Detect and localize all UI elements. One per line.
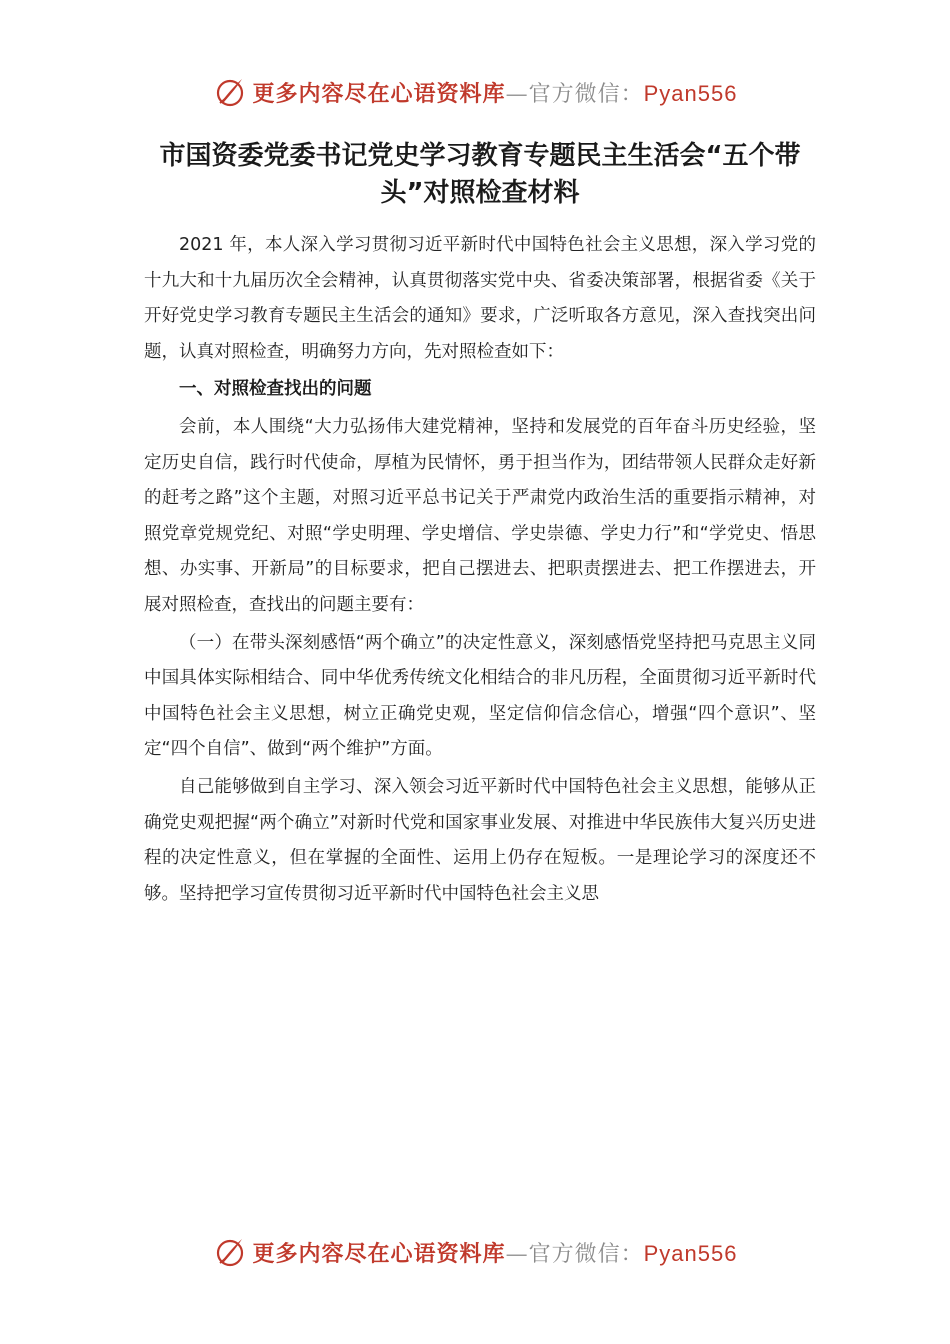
watermark-handle: Pyan556 xyxy=(643,1240,738,1266)
watermark-label: 官方微信： xyxy=(528,1241,644,1267)
watermark-lead: 更多内容尽在心语资料库 xyxy=(252,1240,506,1267)
document-body xyxy=(144,138,816,912)
watermark-text xyxy=(253,77,738,108)
section-1-paragraph: 会前，本人围绕“大力弘扬伟大建党精神，坚持和发展党的百年奋斗历史经验，坚定历史自信，践行时代使命，厚植为民情怀，勇于担当作为，团结带领人民群众走好新的赶考之路”这个主题，对照习近平总书记关于严肃党内政治生活的重要指示精神，对照党章党规党纪、对照“学史明理、学史增信、学史崇德、学史力行”和“学党史、悟思想、办实事、开新局”的目标要求，把自己摆进去、把职责摆进去、把工作摆进去，开展对照检查，查找出的问题主要有： xyxy=(144,416,816,615)
quill-pen-circle-icon xyxy=(213,75,247,109)
bottom-watermark-banner xyxy=(0,1232,950,1272)
subsection-1-body: 自己能够做到自主学习、深入领会习近平新时代中国特色社会主义思想，能够从正确党史观把握“两个确立”对新时代党和国家事业发展、对推进中华民族伟大复兴历史进程的决定性意义，但在掌握的全面性、运用上仍存在短板。一是理论学习的深度还不够。坚持把学习宣传贯彻习近平新时代中国特色社会主义思 xyxy=(144,776,816,904)
document-title: 市国资委党委书记党史学习教育专题民主生活会“五个带头”对照检查材料 xyxy=(159,141,801,208)
watermark-label: 官方微信： xyxy=(528,81,644,107)
watermark-dash: — xyxy=(505,81,529,107)
quill-pen-circle-icon xyxy=(213,1235,247,1269)
section-heading-1: 一、对照检查找出的问题 xyxy=(179,379,372,400)
top-watermark-banner xyxy=(0,72,950,112)
intro-paragraph: 2021 年，本人深入学习贯彻习近平新时代中国特色社会主义思想，深入学习党的十九大和十九届历次全会精神，认真贯彻落实党中央、省委决策部署，根据省委《关于开好党史学习教育专题民主生活会的通知》要求，广泛听取各方意见，深入查找突出问题，认真对照检查，明确努力方向，先对照检查如下： xyxy=(144,235,816,362)
watermark-text xyxy=(253,1237,738,1268)
watermark-lead: 更多内容尽在心语资料库 xyxy=(252,80,506,107)
watermark-handle: Pyan556 xyxy=(643,80,738,106)
watermark-dash: — xyxy=(505,1241,529,1267)
subsection-1-paragraph: （一）在带头深刻感悟“两个确立”的决定性意义，深刻感悟党坚持把马克思主义同中国具体实际相结合、同中华优秀传统文化相结合的非凡历程，全面贯彻习近平新时代中国特色社会主义思想，树立正确党史观，坚定信仰信念信心，增强“四个意识”、坚定“四个自信”、做到“两个维护”方面。 xyxy=(144,632,816,760)
